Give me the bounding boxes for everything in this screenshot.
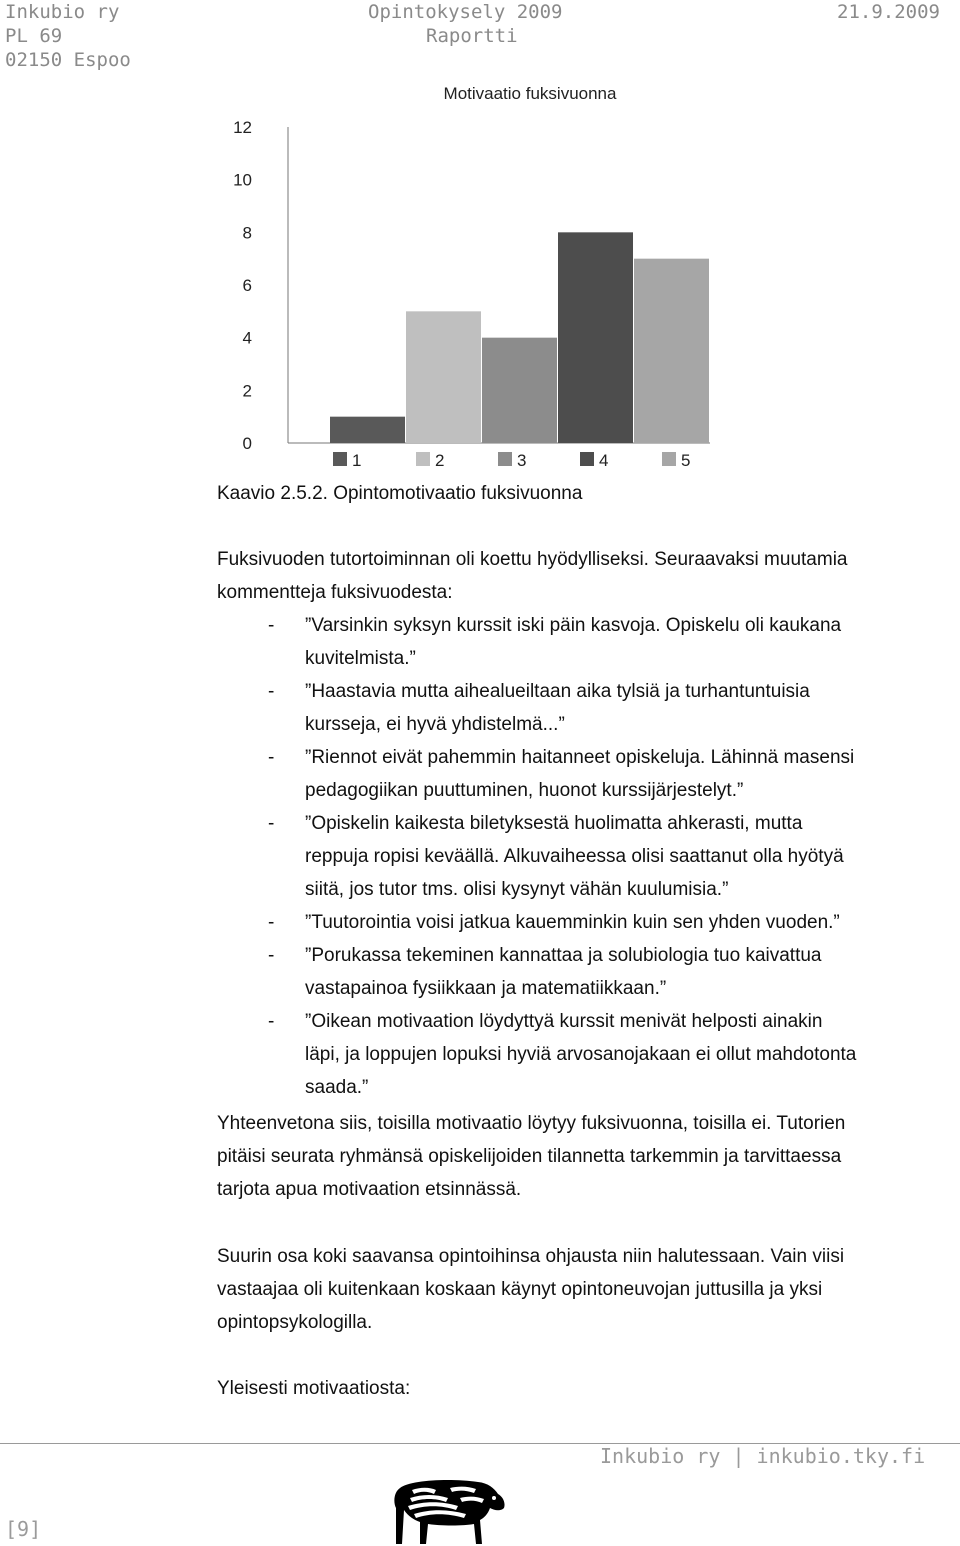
footer-org-link[interactable]: Inkubio ry | inkubio.tky.fi	[600, 1444, 926, 1468]
cow-logo-icon	[390, 1474, 510, 1546]
legend-label: 3	[517, 451, 527, 470]
doc-subtitle: Raportti	[426, 25, 518, 47]
comment-line: ”Varsinkin syksyn kurssit iski päin kasvoja. Opiskelu oli kaukana	[305, 615, 842, 636]
intro-line: Fuksivuoden tutortoiminnan oli koettu hyödylliseksi. Seuraavaksi muutamia	[217, 549, 848, 570]
legend-label: 5	[681, 451, 691, 470]
bar-1	[330, 417, 405, 443]
legend-swatch	[498, 452, 512, 466]
comment-line: läpi, ja loppujen lopuksi hyviä arvosanojakaan ei ollut mahdotonta	[305, 1044, 857, 1065]
bar-5	[634, 259, 709, 443]
comment-line: siitä, jos tutor tms. olisi kysynyt vähän kuulumisia.”	[305, 879, 729, 900]
y-tick-label: 12	[233, 118, 252, 137]
comment-line: ”Haastavia mutta aihealueiltaan aika tylsiä ja turhantuntuisia	[305, 681, 810, 702]
summary-line: tarjota apua motivaation etsinnässä.	[217, 1179, 522, 1200]
y-tick-label: 6	[242, 276, 252, 295]
bullet-dash: -	[268, 681, 275, 702]
bullet-dash: -	[268, 945, 275, 966]
header-date: 21.9.2009	[837, 1, 940, 23]
chart-title: Motivaatio fuksivuonna	[443, 84, 617, 103]
y-tick-label: 10	[233, 170, 252, 190]
guidance-line: opintopsykologilla.	[217, 1312, 373, 1333]
org-name: Inkubio ry	[5, 1, 120, 23]
bullet-dash: -	[268, 1011, 275, 1032]
comment-line: pedagogiikan puuttuminen, huonot kurssijärjestelyt.”	[305, 780, 744, 801]
legend-label: 1	[352, 451, 362, 470]
chart-caption: Kaavio 2.5.2. Opintomotivaatio fuksivuonna	[217, 483, 583, 504]
legend-swatch	[416, 452, 430, 466]
summary-paragraph	[217, 1107, 947, 1206]
motivation-bar-chart	[210, 75, 730, 475]
comment-line: kursseja, ei hyvä yhdistelmä...”	[305, 714, 565, 735]
bar-3	[482, 338, 557, 443]
bullet-dash: -	[268, 615, 275, 636]
legend-swatch	[662, 452, 676, 466]
legend-swatch	[580, 452, 594, 466]
bullet-dash: -	[268, 912, 275, 933]
legend-swatch	[333, 452, 347, 466]
comment-line: kuvitelmista.”	[305, 648, 416, 669]
y-tick-label: 0	[242, 434, 252, 453]
guidance-paragraph	[217, 1240, 947, 1339]
y-tick-label: 4	[242, 328, 252, 348]
org-address-line1: PL 69	[5, 25, 63, 47]
org-address-line2: 02150 Espoo	[5, 49, 131, 71]
doc-title: Opintokysely 2009	[368, 1, 563, 23]
guidance-line: Suurin osa koki saavansa opintoihinsa ohjausta niin halutessaan. Vain viisi	[217, 1246, 845, 1267]
comment-line: vastapainoa fysiikkaan ja matematiikkaan.”	[305, 978, 667, 999]
intro-line: kommentteja fuksivuodesta:	[217, 582, 453, 603]
comment-line: reppuja ropisi keväällä. Alkuvaiheessa olisi saattanut olla hyötyä	[305, 846, 844, 867]
comment-line: ”Riennot eivät pahemmin haitanneet opiskeluja. Lähinnä masensi	[305, 747, 855, 768]
motivation-heading: Yleisesti motivaatiosta:	[217, 1378, 411, 1399]
legend-label: 2	[435, 451, 445, 470]
header-left	[5, 0, 131, 72]
comment-line: saada.”	[305, 1077, 369, 1098]
y-tick-label: 2	[242, 381, 252, 401]
bar-4	[558, 232, 633, 443]
header-center	[368, 0, 562, 48]
guidance-line: vastaajaa oli kuitenkaan koskaan käynyt opintoneuvojan juttusilla ja yksi	[217, 1279, 823, 1300]
legend-label: 4	[599, 451, 609, 470]
page-number: [9]	[5, 1517, 42, 1541]
bullet-dash: -	[268, 813, 275, 834]
bullet-dash: -	[268, 747, 275, 768]
comment-line: ”Porukassa tekeminen kannattaa ja solubiologia tuo kaivattua	[305, 945, 822, 966]
comment-line: ”Opiskelin kaikesta biletyksestä huolimatta ahkerasti, mutta	[305, 813, 803, 834]
comment-line: ”Tuutorointia voisi jatkua kauemminkin kuin sen yhden vuoden.”	[305, 912, 840, 933]
y-tick-label: 8	[242, 223, 252, 243]
summary-line: Yhteenvetona siis, toisilla motivaatio löytyy fuksivuonna, toisilla ei. Tutorien	[217, 1113, 846, 1134]
bar-2	[406, 311, 481, 443]
intro-paragraph	[217, 543, 947, 609]
summary-line: pitäisi seurata ryhmänsä opiskelijoiden tilannetta tarkemmin ja tarvittaessa	[217, 1146, 842, 1167]
comment-line: ”Oikean motivaation löydyttyä kurssit menivät helposti ainakin	[305, 1011, 823, 1032]
